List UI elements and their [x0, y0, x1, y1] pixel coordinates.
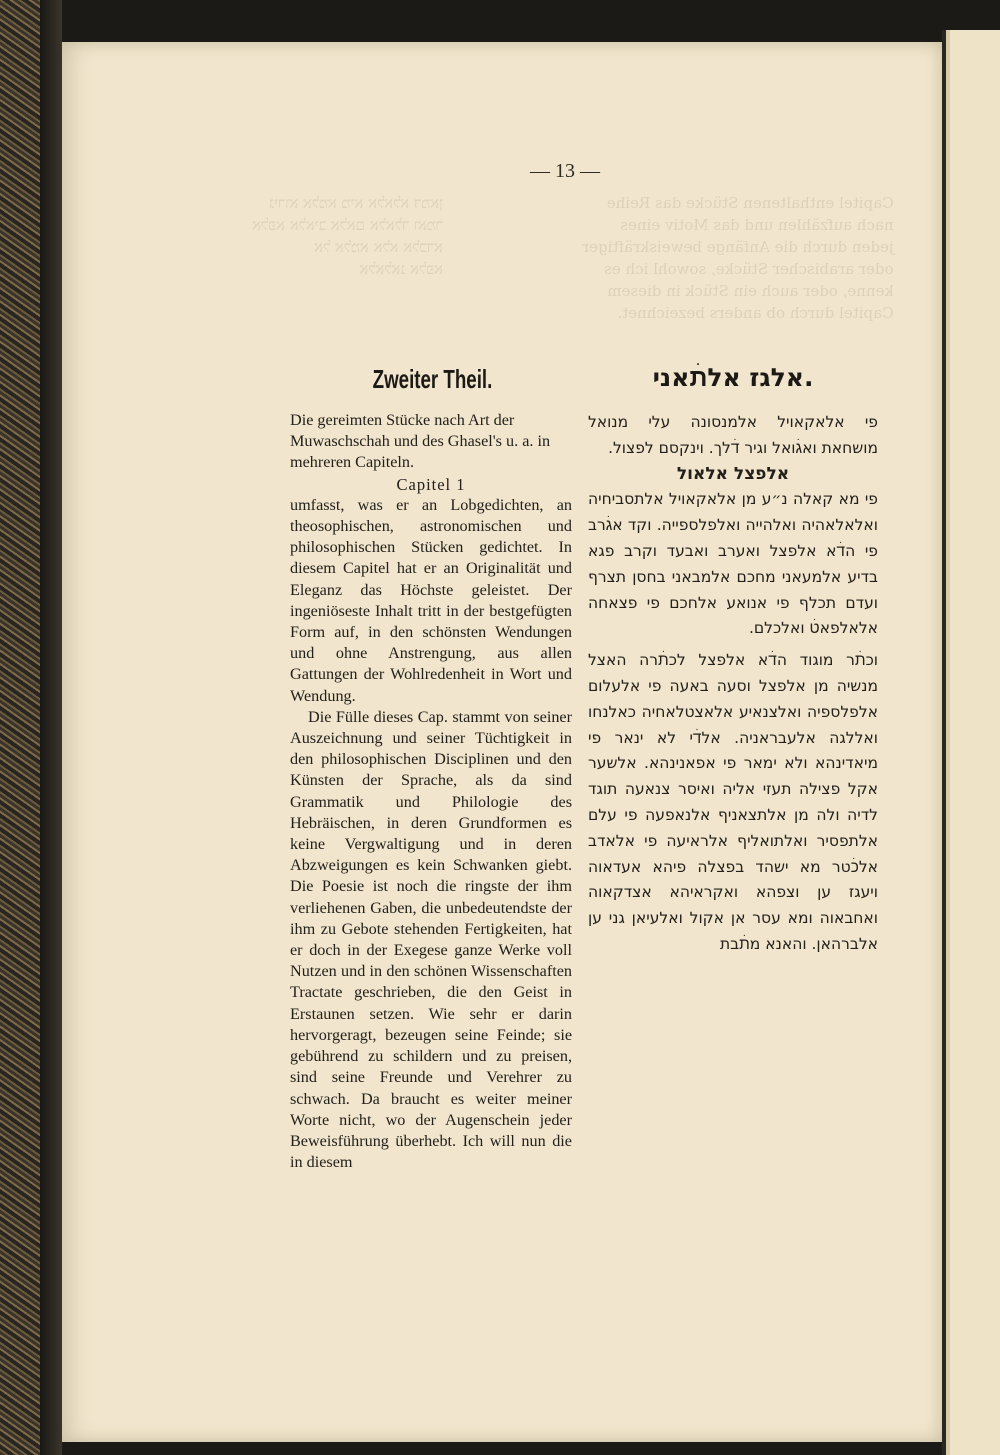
book-binding	[0, 0, 62, 1455]
hebrew-paragraph-2: וכתׄר מוגוד הדׄא אלפצל לכתׄרה האצל מנשיה מן אלפצל וסעה באעה פי אלעלום אלפלספיה ואלצנאיע אלאצטלאחיה כאלנחו ואללגה אלעבראניה. אלדׄי לא ינאר פי מיאדינהא ולא ימאר פי אפאנינהא. אלשער אקל פצילה תעזי אליה ואיסר צנאעה תוגד לדיה ולה מן אלתצאניף אלנאפעה פי עלם אלתפסיר ואלתואליף אלראיעה פי אלאדב אלכׄטר מא ישהד בפצלה פיהא אעדאוה ויעגז ען וצפהא ואקראיהא אצדקאוה ואחבאוה ומא עסר אן אקול ואלעיאן גני ען אלברהאן. והאנא מתׄבת	[588, 651, 878, 953]
hebrew-paragraph-1: פי מא קאלה נ״ע מן אלאקאויל אלתסביחיה ואלאלאהיה ואלהייה ואלפלספייה. וקד אגׄרב פי הדׄא אלפצל ואערב ואבעד וקרב פגא בדיע אלמעאני מחכם אלמבאני בחסן תצרף ועדם תכלף פי אנואע אלחכם פי פצאחה אלאלפאטׄ ואלכלם.	[588, 490, 878, 638]
german-column	[290, 410, 572, 1173]
hebrew-part-heading: אלגז אלתׄאני.	[652, 363, 814, 392]
german-part-heading: Zweiter Theil.	[372, 364, 493, 394]
german-intro: Die gereimten Stücke nach Art der Muwaschschah und des Ghasel's u. a. in mehreren Capiteln.	[290, 411, 551, 472]
german-chapter-heading: Capitel 1	[396, 474, 466, 494]
hebrew-intro: פי אלאקאויל אלמנסונה עלי מנואל מושחאת ואגׄואל וגיר דׄלך. וינקסם לפצול.	[588, 413, 878, 457]
german-paragraph-2: Die Fülle dieses Cap. stammt von seiner Auszeichnung und seiner Tüchtigkeit in den philosophischen Disciplinen und den Künsten der Sprache, als da sind Grammatik und Philologie des Hebräischen, in deren Grundformen es keine Vergwaltigung und in deren Abzweigungen es kein Schwanken giebt. Die Poesie ist noch die ringste der ihm verliehenen Gaben, die unbedeutendste der ihm zu Gebote stehenden Fertigkeiten, hat er doch in der Exegese ganze Werke voll Nutzen und in den schönen Wissenschaften Tractate geschrieben, die den Geist in Erstaunen setzen. Wie sehr er darin hervorgeragt, bezeugen seine Feinde; sie gebührend zu schildern und zu preisen, sind seine Freunde und Verehrer zu schwach. Da braucht es weiter meiner Worte nicht, wo der Augenschein jeder Beweisführung überhebt. Ich will nun die in diesem	[290, 707, 572, 1172]
hebrew-chapter-heading: אלפצל אלאול	[676, 463, 790, 484]
bleed-through-text-left: גירוא אלמא מיא אלאלא דמאן אלפא אלאיב אלאם אלאלד ואמר אל אלמא אלא אלכדא אלאלאנ אלפא	[252, 194, 443, 278]
german-paragraph-1: umfasst, was er an Lobgedichten, an theosophischen, astronomischen und philosophischen Stücken gedichtet. In diesem Capitel hat er an Originalität und Eleganz das Höchste geleistet. Der ingeniöseste Inhalt tritt in der bestgefügten Form auf, in den schönsten Wendungen und ohne Anstrengung, aus allen Gattungen der Wohlredenheit in Wort und Wendung.	[290, 495, 572, 705]
bleed-through-text: Capitel enthaltenen Stücke das Reihe nach aufzählen und das Motiv eines jeden durch die Anfänge beweiskräftiger oder arabischer Stücke, sowohl ich es kenne, oder auch ein Stück in diesem Capitel durch ob anders bezeichnet.	[582, 194, 894, 322]
hebrew-column	[588, 410, 878, 958]
adjacent-page-edge	[942, 30, 1000, 1455]
page-number: — 13 —	[530, 160, 600, 182]
